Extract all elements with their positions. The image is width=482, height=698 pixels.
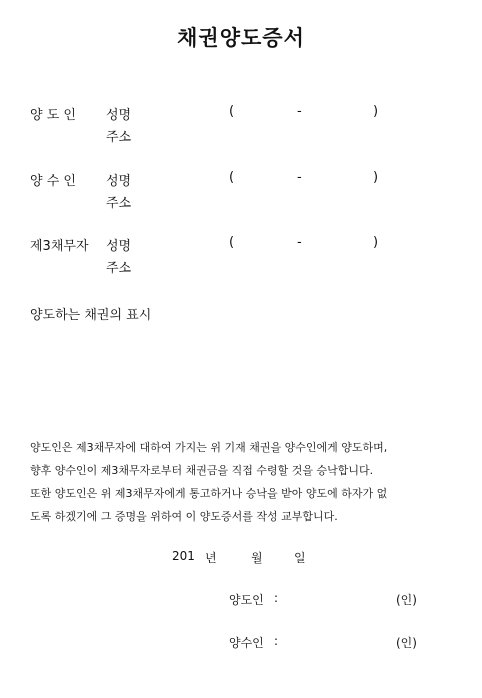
paren-close: )	[373, 170, 379, 185]
day-label: 일	[294, 551, 306, 565]
seal-mark: (인)	[396, 636, 417, 650]
paren-close: )	[373, 104, 379, 119]
year-label: 년	[205, 551, 217, 565]
address-label: 주소	[106, 261, 132, 276]
seal-mark: (인)	[396, 593, 417, 607]
year-prefix: 201	[172, 549, 195, 563]
name-label: 성명	[106, 108, 132, 123]
paren-close: )	[373, 235, 379, 250]
address-label: 주소	[106, 196, 132, 211]
paren-open: (	[229, 235, 235, 250]
party-role: 양 도 인	[30, 108, 76, 123]
body-line: 또한 양도인은 위 제3채무자에게 통고하거나 승낙을 받아 양도에 하자가 없	[30, 487, 388, 500]
dash: -	[297, 170, 302, 185]
claim-heading: 양도하는 채권의 표시	[30, 308, 152, 323]
signature-colon: :	[274, 591, 279, 605]
dash: -	[297, 104, 302, 119]
name-label: 성명	[106, 174, 132, 189]
party-role: 제3채무자	[30, 239, 89, 254]
document-title: 채권양도증서	[177, 26, 305, 50]
signature-label: 양도인	[229, 593, 264, 607]
body-line: 도록 하겠기에 그 증명을 위하여 이 양도증서를 작성 교부합니다.	[30, 510, 338, 523]
party-role: 양 수 인	[30, 174, 76, 189]
body-line: 양도인은 제3채무자에 대하여 가지는 위 기재 채권을 양수인에게 양도하며,	[30, 441, 388, 454]
signature-colon: :	[274, 634, 279, 648]
address-label: 주소	[106, 130, 132, 145]
name-label: 성명	[106, 239, 132, 254]
dash: -	[297, 235, 302, 250]
paren-open: (	[229, 104, 235, 119]
signature-label: 양수인	[229, 636, 264, 650]
body-line: 향후 양수인이 제3채무자로부터 채권금을 직접 수령할 것을 승낙합니다.	[30, 464, 374, 477]
month-label: 월	[251, 551, 263, 565]
paren-open: (	[229, 170, 235, 185]
